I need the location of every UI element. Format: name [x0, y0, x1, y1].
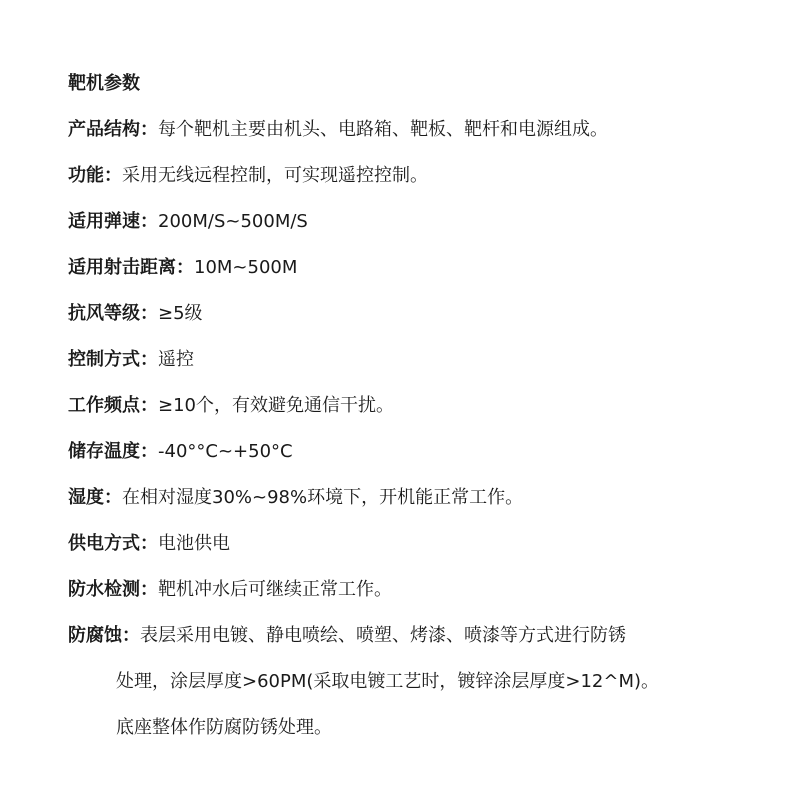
spec-label: 储存温度：: [68, 441, 158, 462]
spec-value: 表层采用电镀、静电喷绘、喷塑、烤漆、喷漆等方式进行防锈: [140, 625, 626, 646]
spec-value: ≥5级: [158, 303, 203, 324]
spec-continuation-line: 底座整体作防腐防锈处理。: [116, 717, 332, 738]
spec-label: 控制方式：: [68, 349, 158, 370]
spec-label: 产品结构：: [68, 119, 158, 140]
spec-value: 每个靶机主要由机头、电路箱、靶板、靶杆和电源组成。: [158, 119, 608, 140]
spec-row-anticorrosion: [68, 622, 780, 650]
spec-value: ≥10个，有效避免通信干扰。: [158, 395, 394, 416]
spec-value: 靶机冲水后可继续正常工作。: [158, 579, 392, 600]
spec-label: 抗风等级：: [68, 303, 158, 324]
spec-value: 电池供电: [158, 533, 230, 554]
spec-label: 适用射击距离：: [68, 257, 194, 278]
spec-label: 防腐蚀：: [68, 625, 140, 646]
spec-value: 在相对湿度30%~98%环境下，开机能正常工作。: [122, 487, 524, 508]
spec-row-control-mode: [68, 346, 780, 374]
spec-value: 10M~500M: [194, 257, 298, 278]
spec-label: 适用弹速：: [68, 211, 158, 232]
spec-continuation-line: 处理，涂层厚度>60PM(采取电镀工艺时，镀锌涂层厚度>12^M)。: [116, 671, 660, 692]
spec-row-shooting-distance: [68, 254, 780, 282]
spec-row-storage-temperature: [68, 438, 780, 466]
spec-row-structure: [68, 116, 780, 144]
spec-value: -40°°C~+50°C: [158, 441, 293, 462]
spec-row-function: [68, 162, 780, 190]
spec-row-waterproof-test: [68, 576, 780, 604]
spec-row-frequency: [68, 392, 780, 420]
spec-label: 功能：: [68, 165, 122, 186]
spec-document: [68, 70, 780, 760]
spec-row-power-supply: [68, 530, 780, 558]
spec-value: 200M/S~500M/S: [158, 211, 308, 232]
spec-value: 采用无线远程控制，可实现遥控控制。: [122, 165, 428, 186]
spec-label: 工作频点：: [68, 395, 158, 416]
spec-label: 防水检测：: [68, 579, 158, 600]
spec-label: 湿度：: [68, 487, 122, 508]
spec-row-bullet-speed: [68, 208, 780, 236]
spec-label: 供电方式：: [68, 533, 158, 554]
spec-row-wind-resistance: [68, 300, 780, 328]
spec-value: 遥控: [158, 349, 194, 370]
spec-row-humidity: [68, 484, 780, 512]
page-title: 靶机参数: [68, 73, 140, 94]
